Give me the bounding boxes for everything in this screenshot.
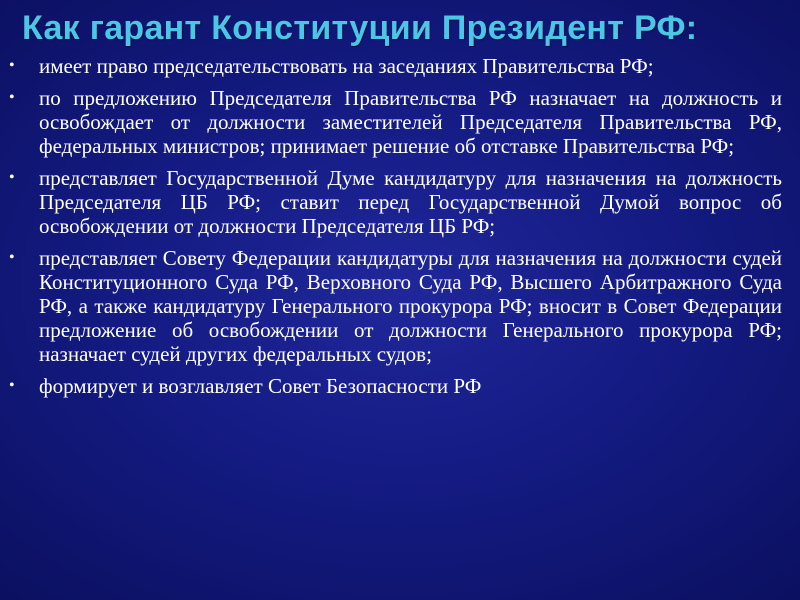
bullet-item-chair-government bbox=[9, 54, 782, 78]
bullet-item-central-bank bbox=[9, 166, 782, 238]
slide-title: Как гарант Конституции Президент РФ: bbox=[22, 9, 698, 47]
bullet-icon: • bbox=[9, 377, 15, 394]
bullet-item-judges-prosecutor bbox=[9, 246, 782, 366]
bullet-list bbox=[0, 54, 800, 400]
bullet-text: представляет Государственной Думе кандидатуру для назначения на должность Председателя ЦБ РФ; ставит перед Государственной Думой вопрос об освобождении от должности Председателя ЦБ РФ; bbox=[39, 166, 782, 238]
bullet-icon: • bbox=[9, 249, 15, 266]
bullet-item-appoint-deputies bbox=[9, 86, 782, 158]
bullet-icon: • bbox=[9, 57, 15, 74]
bullet-item-security-council bbox=[9, 374, 782, 398]
bullet-icon: • bbox=[9, 169, 15, 186]
bullet-text: формирует и возглавляет Совет Безопасности РФ bbox=[39, 374, 482, 398]
bullet-text: представляет Совету Федерации кандидатуры для назначения на должности судей Конституционного Суда РФ, Верховного Суда РФ, Высшего Арбитражного Суда РФ, а также кандидатуру Генерального прокурора РФ; вносит в Совет Федерации предложение об освобождении от должности Генерального прокурора РФ; назначает судей других федеральных судов; bbox=[39, 246, 782, 366]
bullet-icon: • bbox=[9, 89, 15, 106]
bullet-text: по предложению Председателя Правительства РФ назначает на должность и освобождает от должности заместителей Председателя Правительства РФ, федеральных министров; принимает решение об отставке Правительства РФ; bbox=[39, 86, 782, 158]
bullet-text: имеет право председательствовать на заседаниях Правительства РФ; bbox=[39, 54, 654, 78]
